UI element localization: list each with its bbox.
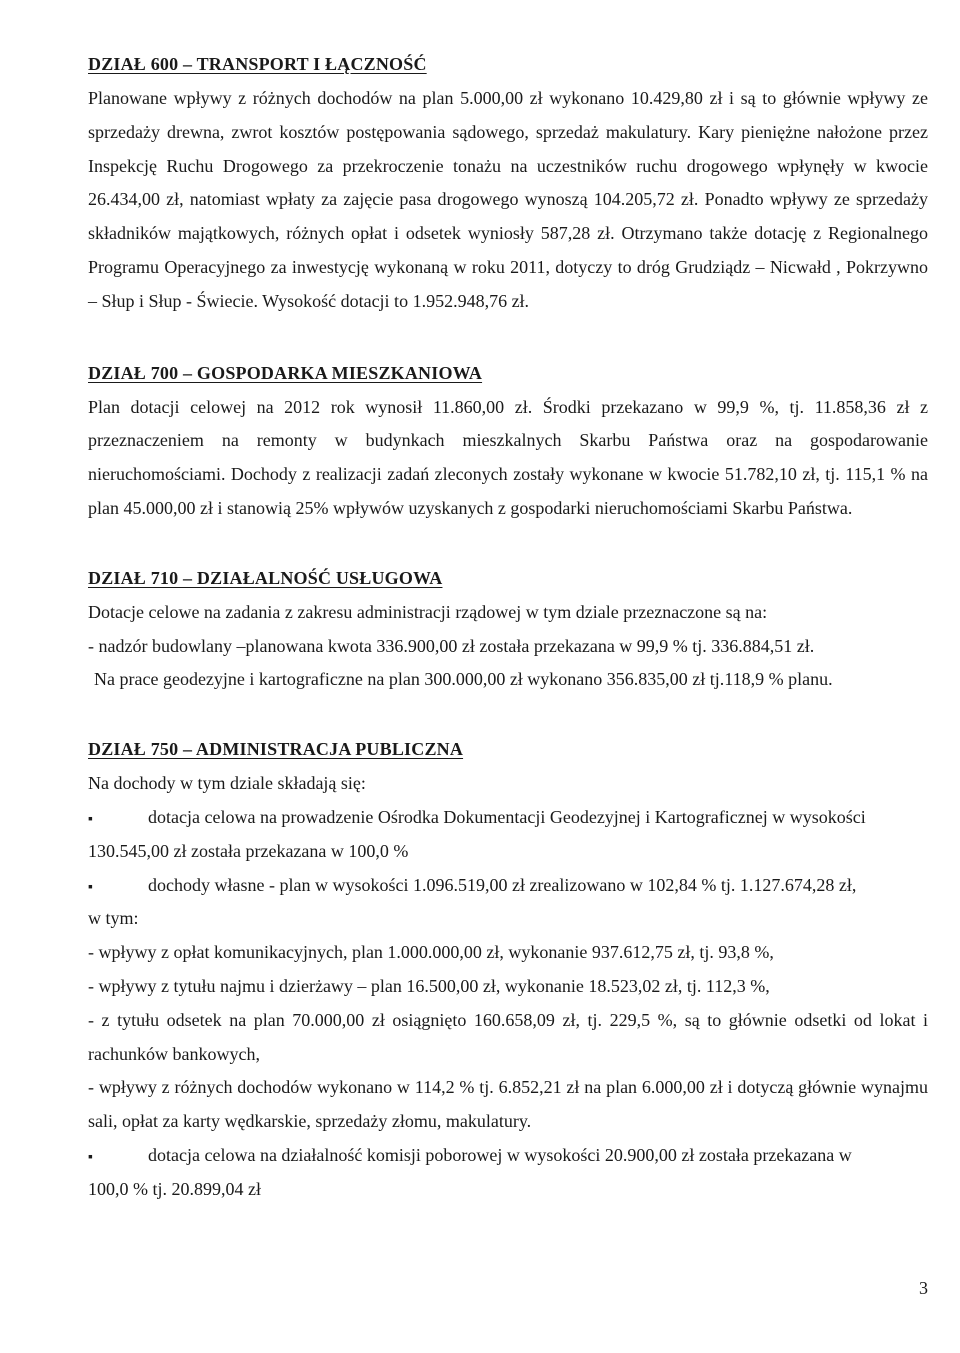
bullet-icon: ▪ bbox=[88, 811, 93, 827]
bullet-text: dochody własne - plan w wysokości 1.096.519,00 zł zrealizowano w 102,84 % tj. 1.127.674,28 zł, bbox=[148, 874, 857, 895]
page-number: 3 bbox=[919, 1278, 928, 1298]
paragraph: w tym: bbox=[88, 908, 139, 929]
paragraph: 130.545,00 zł została przekazana w 100,0 % bbox=[88, 840, 409, 861]
paragraph: 100,0 % tj. 20.899,04 zł bbox=[88, 1178, 261, 1199]
section-heading: DZIAŁ 750 – ADMINISTRACJA PUBLICZNA bbox=[88, 739, 464, 760]
section-710 bbox=[88, 566, 928, 697]
bullet-item bbox=[88, 1139, 928, 1173]
bullet-item bbox=[88, 869, 928, 903]
section-heading: DZIAŁ 710 – DZIAŁALNOŚĆ USŁUGOWA bbox=[88, 567, 443, 588]
bullet-text: dotacja celowa na działalność komisji poborowej w wysokości 20.900,00 zł została przekazana w bbox=[148, 1144, 852, 1165]
section-700 bbox=[88, 361, 928, 526]
dash-item: - wpływy z opłat komunikacyjnych, plan 1.000.000,00 zł, wykonanie 937.612,75 zł, tj. 93,8 %, bbox=[88, 942, 774, 963]
bullet-item bbox=[88, 801, 928, 835]
paragraph: Na prace geodezyjne i kartograficzne na plan 300.000,00 zł wykonano 356.835,00 zł tj.118,9 % planu. bbox=[94, 669, 833, 690]
bullet-icon: ▪ bbox=[88, 879, 93, 895]
bullet-icon: ▪ bbox=[88, 1149, 93, 1165]
dash-item: - wpływy z tytułu najmu i dzierżawy – plan 16.500,00 zł, wykonanie 18.523,02 zł, tj. 112,3 %, bbox=[88, 975, 770, 996]
dash-item: - wpływy z różnych dochodów wykonano w 114,2 % tj. 6.852,21 zł na plan 6.000,00 zł i dotyczą głównie wynajmu sali, opłat za karty wędkarskie, sprzedaży złomu, makulatury. bbox=[88, 1077, 928, 1132]
paragraph: Plan dotacji celowej na 2012 rok wynosił 11.860,00 zł. Środki przekazano w 99,9 %, tj. 11.858,36 zł z przeznaczeniem na remonty w budynkach mieszkalnych Skarbu Państwa oraz na gospodarowanie nieruchomościami. Dochody z realizacji zadań zleconych zostały wykonane w kwocie 51.782,10 zł, tj. 115,1 % na plan 45.000,00 zł i stanowią 25% wpływów uzyskanych z gospodarki nieruchomościami Skarbu Państwa. bbox=[88, 396, 928, 518]
section-heading: DZIAŁ 700 – GOSPODARKA MIESZKANIOWA bbox=[88, 362, 483, 383]
dash-item: - z tytułu odsetek na plan 70.000,00 zł osiągnięto 160.658,09 zł, tj. 229,5 %, są to głównie odsetki od lokat i rachunków bankowych, bbox=[88, 1009, 928, 1064]
paragraph: - nadzór budowlany –planowana kwota 336.900,00 zł została przekazana w 99,9 % tj. 336.884,51 zł. bbox=[88, 635, 815, 656]
paragraph: Planowane wpływy z różnych dochodów na plan 5.000,00 zł wykonano 10.429,80 zł i są to głównie wpływy ze sprzedaży drewna, zwrot kosztów postępowania sądowego, sprzedaż makulatury. Kary pieniężne nałożone przez Inspekcję Ruchu Drogowego za przekroczenie tonażu na uczestników ruchu drogowego wpłynęły w kwocie 26.434,00 zł, natomiast wpłaty za zajęcie pasa drogowego wynoszą 104.205,72 zł. Ponadto wpływy ze sprzedaży składników majątkowych, różnych opłat i odsetek wyniosły 587,28 zł. Otrzymano także dotację z Regionalnego Programu Operacyjnego za inwestycję wykonaną w roku 2011, dotyczy to dróg Grudziądz – Nicwałd , Pokrzywno – Słup i Słup - Świecie. Wysokość dotacji to 1.952.948,76 zł. bbox=[88, 88, 928, 311]
bullet-text: dotacja celowa na prowadzenie Ośrodka Dokumentacji Geodezyjnej i Kartograficznej w wysokości bbox=[148, 806, 866, 827]
section-750 bbox=[88, 737, 928, 1206]
section-600 bbox=[88, 52, 928, 319]
section-heading: DZIAŁ 600 – TRANSPORT I ŁĄCZNOŚĆ bbox=[88, 54, 427, 74]
paragraph: Na dochody w tym dziale składają się: bbox=[88, 773, 366, 794]
paragraph: Dotacje celowe na zadania z zakresu administracji rządowej w tym dziale przeznaczone są na: bbox=[88, 601, 768, 622]
